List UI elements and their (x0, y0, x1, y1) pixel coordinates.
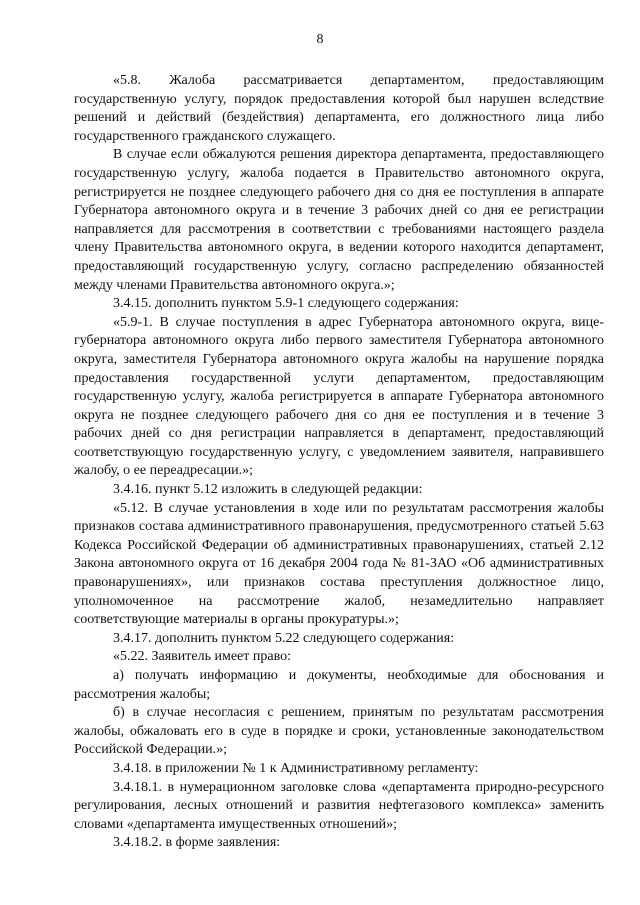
document-body (74, 72, 604, 853)
paragraph-3-4-15: 3.4.15. дополнить пунктом 5.9-1 следующего содержания: (113, 296, 459, 312)
paragraph-3-4-18-2: 3.4.18.2. в форме заявления: (113, 835, 281, 851)
paragraph-3-4-18: 3.4.18. в приложении № 1 к Административному регламенту: (113, 760, 479, 776)
paragraph-3-4-16: 3.4.16. пункт 5.12 изложить в следующей редакции: (113, 482, 423, 498)
paragraph-3-4-18-1: 3.4.18.1. в нумерационном заголовке слова «департамента природно-ресурсного регулирования, лесных отношений и развития нефтегазового комплекса» заменить словами «департамента имущественных отношений»; (74, 779, 604, 832)
paragraph-item-b: б) в случае несогласия с решением, принятым по результатам рассмотрения жалобы, обжаловать его в суде в порядке и сроки, установленные законодательством Российской Федерации.»; (74, 705, 604, 758)
paragraph-item-a: а) получать информацию и документы, необходимые для обоснования и рассмотрения жалобы; (74, 668, 604, 702)
paragraph-3-4-17: 3.4.17. дополнить пунктом 5.22 следующего содержания: (113, 630, 455, 646)
paragraph-5-9-1: «5.9-1. В случае поступления в адрес Губернатора автономного округа, вице-губернатора автономного округа либо первого заместителя Губернатора автономного округа, заместителя Губернатора автономного округа жалобы на нарушение порядка предоставления государственной услуги департаментом, предоставляющим государственную услугу, жалоба регистрируется в аппарате Губернатора автономного округа не позднее следующего рабочего дня со дня ее поступления и в течение 3 рабочих дней со дня регистрации направляется в департамент, предоставляющий соответствующую государственную услугу, с уведомлением заявителя, направившего жалобу, о ее переадресации.»; (74, 314, 604, 479)
paragraph-5-22: «5.22. Заявитель имеет право: (113, 649, 291, 665)
paragraph-5-8: «5.8. Жалоба рассматривается департаментом, предоставляющим государственную услугу, порядок предоставления которой был нарушен вследствие решений и действий (бездействия) департамента, его должностного лица либо государственного гражданского служащего. (74, 73, 604, 144)
paragraph-5-12: «5.12. В случае установления в ходе или по результатам рассмотрения жалобы признаков состава административного правонарушения, предусмотренного статьей 5.63 Кодекса Российской Федерации об административных правонарушениях, статьей 2.12 Закона автономного округа от 16 декабря 2004 года № 81-ЗАО «Об административных правонарушениях», или признаков состава преступления должностное лицо, уполномоченное на рассмотрение жалоб, незамедлительно направляет соответствующие материалы в органы прокуратуры.»; (74, 500, 604, 628)
page-number: 8 (316, 32, 324, 47)
paragraph-director-complaint: В случае если обжалуются решения директора департамента, предоставляющего государственную услугу, жалоба подается в Правительство автономного округа, регистрируется не позднее следующего рабочего дня со дня ее поступления в аппарате Губернатора автономного округа и в течение 3 рабочих дней со дня ее регистрации направляется для рассмотрения в соответствии с требованиями настоящего раздела члену Правительства автономного округа, в ведении которого находится департамент, предоставляющий государственную услугу, согласно распределению обязанностей между членами Правительства автономного округа.»; (74, 147, 604, 293)
